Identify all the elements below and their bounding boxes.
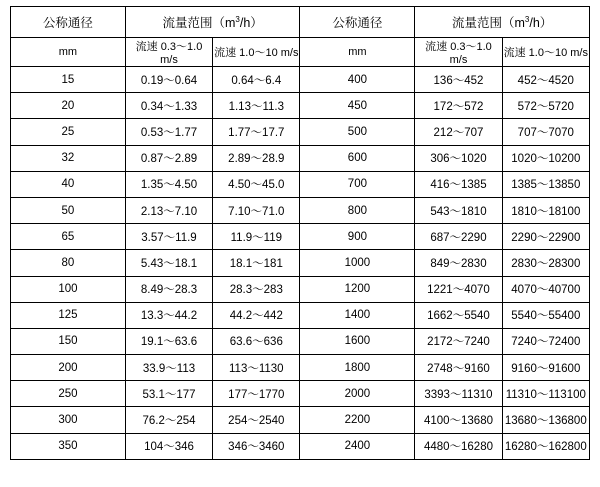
cell-dn-right: 900 — [300, 224, 415, 250]
cell-dn-left: 20 — [11, 93, 126, 119]
cell-low-right: 2172～7240 — [415, 328, 502, 354]
cell-dn-right: 1000 — [300, 250, 415, 276]
cell-high-right: 1385～13850 — [502, 171, 589, 197]
cell-low-left: 53.1～177 — [125, 381, 212, 407]
cell-high-right: 452～4520 — [502, 67, 589, 93]
header-speed-high-right: 流速 1.0～10 m/s — [502, 38, 589, 67]
table-row — [11, 224, 590, 250]
cell-dn-right: 2000 — [300, 381, 415, 407]
cell-low-left: 0.53～1.77 — [125, 119, 212, 145]
cell-low-right: 3393～11310 — [415, 381, 502, 407]
header-range-right-text: 流量范围（m — [452, 16, 525, 30]
cell-high-right: 707～7070 — [502, 119, 589, 145]
cell-dn-right: 400 — [300, 67, 415, 93]
table-row — [11, 433, 590, 459]
cell-high-right: 13680～136800 — [502, 407, 589, 433]
cell-dn-left: 50 — [11, 197, 126, 223]
header-range-left-text: 流量范围（m — [162, 16, 236, 30]
cell-low-right: 543～1810 — [415, 197, 502, 223]
table-row — [11, 302, 590, 328]
table-row — [11, 93, 590, 119]
header-speed-low-right: 流速 0.3～1.0 m/s — [415, 38, 502, 67]
table-row — [11, 119, 590, 145]
cell-dn-left: 32 — [11, 145, 126, 171]
cell-high-left: 1.13～11.3 — [213, 93, 300, 119]
flow-range-table — [10, 6, 590, 460]
cell-high-right: 1810～18100 — [502, 197, 589, 223]
cell-high-left: 18.1～181 — [213, 250, 300, 276]
cell-dn-right: 1600 — [300, 328, 415, 354]
header-row-secondary — [11, 38, 590, 67]
cell-high-left: 44.2～442 — [213, 302, 300, 328]
header-unit-right: mm — [300, 38, 415, 67]
cell-low-right: 306～1020 — [415, 145, 502, 171]
cell-low-left: 33.9～113 — [125, 355, 212, 381]
cell-dn-left: 40 — [11, 171, 126, 197]
cell-high-left: 28.3～283 — [213, 276, 300, 302]
cell-high-left: 254～2540 — [213, 407, 300, 433]
cell-low-left: 13.3～44.2 — [125, 302, 212, 328]
cell-dn-right: 1400 — [300, 302, 415, 328]
cell-low-right: 4480～16280 — [415, 433, 502, 459]
cell-dn-right: 450 — [300, 93, 415, 119]
cell-low-left: 0.87～2.89 — [125, 145, 212, 171]
cell-low-left: 8.49～28.3 — [125, 276, 212, 302]
cell-low-right: 849～2830 — [415, 250, 502, 276]
cell-dn-left: 80 — [11, 250, 126, 276]
cell-high-left: 1.77～17.7 — [213, 119, 300, 145]
cell-high-right: 16280～162800 — [502, 433, 589, 459]
header-range-right-sup: 3 — [524, 14, 530, 24]
table-row — [11, 276, 590, 302]
cell-low-left: 3.57～11.9 — [125, 224, 212, 250]
cell-low-right: 1221～4070 — [415, 276, 502, 302]
cell-high-left: 63.6～636 — [213, 328, 300, 354]
cell-dn-left: 300 — [11, 407, 126, 433]
cell-high-left: 177～1770 — [213, 381, 300, 407]
header-range-right-end: /h） — [529, 16, 553, 30]
cell-dn-right: 1800 — [300, 355, 415, 381]
table-row — [11, 355, 590, 381]
cell-high-left: 346～3460 — [213, 433, 300, 459]
cell-low-right: 416～1385 — [415, 171, 502, 197]
cell-dn-left: 350 — [11, 433, 126, 459]
cell-low-left: 5.43～18.1 — [125, 250, 212, 276]
cell-high-right: 572～5720 — [502, 93, 589, 119]
cell-high-left: 113～1130 — [213, 355, 300, 381]
cell-low-left: 0.19～0.64 — [125, 67, 212, 93]
table-row — [11, 328, 590, 354]
cell-high-left: 0.64～6.4 — [213, 67, 300, 93]
cell-high-right: 2290～22900 — [502, 224, 589, 250]
cell-dn-right: 600 — [300, 145, 415, 171]
cell-dn-right: 800 — [300, 197, 415, 223]
table-body — [11, 7, 590, 460]
cell-dn-right: 2400 — [300, 433, 415, 459]
header-range-left — [125, 7, 300, 38]
header-dn-left: 公称通径 — [11, 7, 126, 38]
cell-dn-left: 15 — [11, 67, 126, 93]
table-row — [11, 250, 590, 276]
header-range-left-end: /h） — [239, 16, 263, 30]
cell-low-left: 76.2～254 — [125, 407, 212, 433]
cell-dn-right: 500 — [300, 119, 415, 145]
cell-low-left: 104～346 — [125, 433, 212, 459]
table-row — [11, 197, 590, 223]
cell-low-right: 1662～5540 — [415, 302, 502, 328]
cell-low-left: 0.34～1.33 — [125, 93, 212, 119]
table-row — [11, 145, 590, 171]
cell-dn-right: 1200 — [300, 276, 415, 302]
cell-low-left: 1.35～4.50 — [125, 171, 212, 197]
header-speed-high-left: 流速 1.0～10 m/s — [213, 38, 300, 67]
table-row — [11, 407, 590, 433]
cell-low-right: 212～707 — [415, 119, 502, 145]
cell-dn-right: 700 — [300, 171, 415, 197]
cell-dn-left: 65 — [11, 224, 126, 250]
cell-high-right: 1020～10200 — [502, 145, 589, 171]
cell-low-left: 19.1～63.6 — [125, 328, 212, 354]
table-row — [11, 67, 590, 93]
cell-high-right: 5540～55400 — [502, 302, 589, 328]
cell-low-left: 2.13～7.10 — [125, 197, 212, 223]
cell-high-right: 4070～40700 — [502, 276, 589, 302]
cell-low-right: 4100～13680 — [415, 407, 502, 433]
cell-high-right: 11310～113100 — [502, 381, 589, 407]
cell-high-right: 9160～91600 — [502, 355, 589, 381]
cell-dn-right: 2200 — [300, 407, 415, 433]
cell-dn-left: 25 — [11, 119, 126, 145]
cell-dn-left: 100 — [11, 276, 126, 302]
cell-dn-left: 125 — [11, 302, 126, 328]
cell-high-left: 4.50～45.0 — [213, 171, 300, 197]
cell-high-right: 7240～72400 — [502, 328, 589, 354]
cell-high-left: 2.89～28.9 — [213, 145, 300, 171]
cell-high-left: 7.10～71.0 — [213, 197, 300, 223]
table-row — [11, 171, 590, 197]
cell-high-left: 11.9～119 — [213, 224, 300, 250]
header-speed-low-left: 流速 0.3～1.0 m/s — [125, 38, 212, 67]
header-range-left-sup: 3 — [235, 14, 240, 24]
cell-low-right: 172～572 — [415, 93, 502, 119]
cell-dn-left: 150 — [11, 328, 126, 354]
header-row-primary — [11, 7, 590, 38]
header-range-right — [415, 7, 590, 38]
header-dn-right: 公称通径 — [300, 7, 415, 38]
table-row — [11, 381, 590, 407]
header-unit-left: mm — [11, 38, 126, 67]
cell-high-right: 2830～28300 — [502, 250, 589, 276]
cell-low-right: 2748～9160 — [415, 355, 502, 381]
cell-dn-left: 250 — [11, 381, 126, 407]
cell-dn-left: 200 — [11, 355, 126, 381]
cell-low-right: 687～2290 — [415, 224, 502, 250]
cell-low-right: 136～452 — [415, 67, 502, 93]
